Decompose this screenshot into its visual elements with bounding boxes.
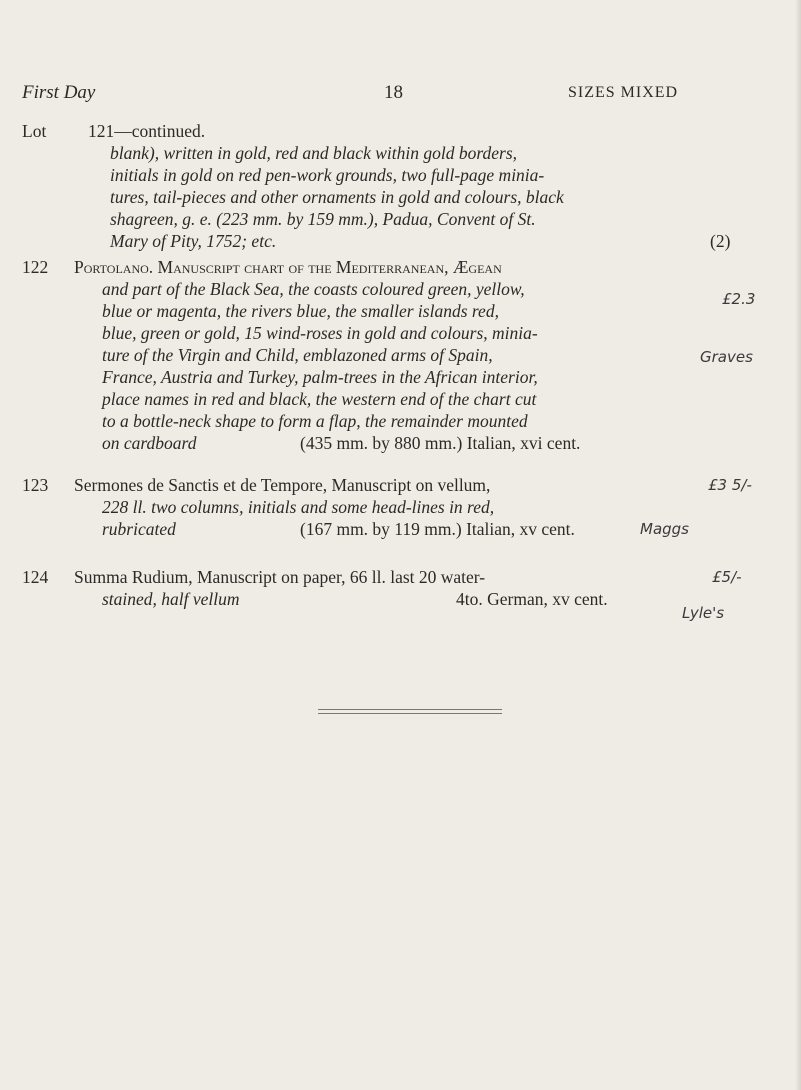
header-right: SIZES MIXED [568, 84, 679, 101]
lot-line: Mary of Pity, 1752; etc. [110, 231, 277, 251]
handwritten-buyer: Graves [700, 348, 753, 366]
section-rule [318, 709, 502, 714]
page-edge-shadow [795, 0, 801, 1090]
lot-line: Portolano. Manuscript chart of the Mediterranean, Ægean [74, 257, 502, 277]
handwritten-price: £5/- [712, 568, 742, 586]
lot-number: Lot [22, 121, 47, 141]
lot-line: stained, half vellum [102, 589, 240, 609]
lot-line: 228 ll. two columns, initials and some head-lines in red, [102, 497, 495, 517]
lot-line: blue or magenta, the rivers blue, the smaller islands red, [102, 301, 499, 321]
lot-number: 123 [22, 475, 49, 495]
lot-line: place names in red and black, the western end of the chart cut [102, 389, 537, 409]
lot-quantity: (2) [710, 231, 731, 251]
lot-line: blank), written in gold, red and black within gold borders, [110, 143, 518, 163]
lot-line: initials in gold on red pen-work grounds, two full-page minia- [110, 165, 545, 185]
lot-line: rubricated [102, 519, 176, 539]
lot-line: tures, tail-pieces and other ornaments in gold and colours, black [110, 187, 564, 207]
handwritten-buyer: Lyle's [682, 604, 725, 622]
lot-line: shagreen, g. e. (223 mm. by 159 mm.), Padua, Convent of St. [110, 209, 536, 229]
lot-line: blue, green or gold, 15 wind-roses in gold and colours, minia- [102, 323, 538, 343]
lot-dimensions: (435 mm. by 880 mm.) Italian, xvi cent. [300, 433, 581, 453]
lot-line: on cardboard [102, 433, 197, 453]
lot-line: Sermones de Sanctis et de Tempore, Manuscript on vellum, [74, 475, 491, 495]
handwritten-buyer: Maggs [640, 520, 689, 538]
handwritten-price: £3 5/- [708, 476, 752, 494]
lot-description [74, 566, 722, 610]
header-left: First Day [22, 82, 96, 103]
handwritten-price: £2.3 [722, 290, 756, 308]
page-number: 18 [384, 82, 403, 103]
lot-dimensions: (167 mm. by 119 mm.) Italian, xv cent. [300, 519, 575, 539]
lot-description [74, 256, 722, 454]
lot-line: and part of the Black Sea, the coasts coloured green, yellow, [102, 279, 525, 299]
lot-line: 121—continued. [88, 121, 206, 141]
lot-description [88, 120, 736, 252]
lot-line: to a bottle-neck shape to form a flap, the remainder mounted [102, 411, 528, 431]
lot-line: ture of the Virgin and Child, emblazoned arms of Spain, [102, 345, 493, 365]
lot-number: 122 [22, 257, 49, 277]
running-header [0, 82, 801, 108]
lot-line: France, Austria and Turkey, palm-trees in the African interior, [102, 367, 538, 387]
lot-line: Summa Rudium, Manuscript on paper, 66 ll. last 20 water- [74, 567, 486, 587]
lot-dimensions: 4to. German, xv cent. [456, 589, 608, 609]
lot-number: 124 [22, 567, 49, 587]
